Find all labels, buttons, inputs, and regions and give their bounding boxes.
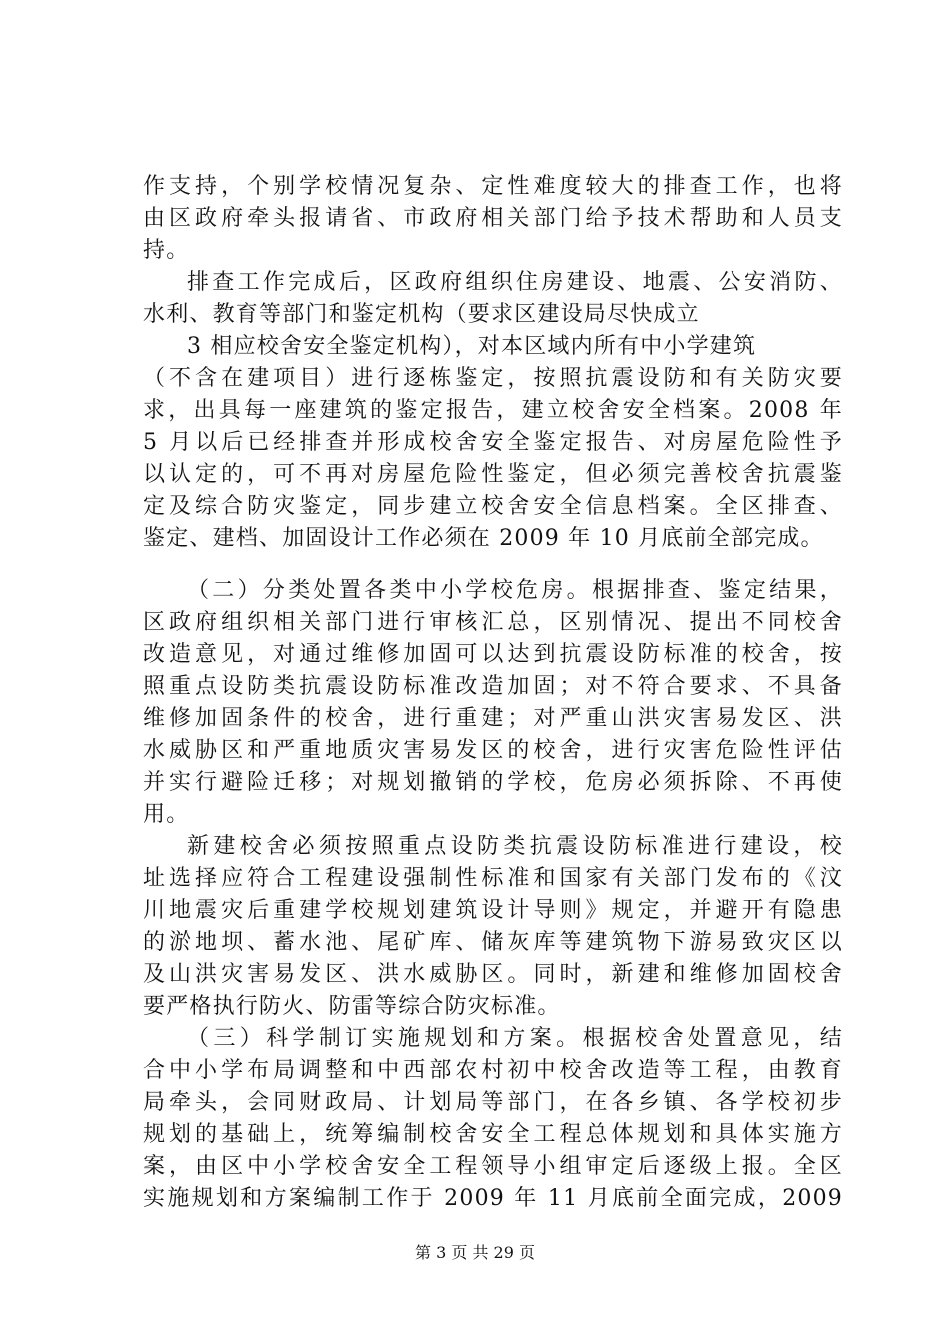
text-line: 川地震灾后重建学校规划建筑设计导则》规定，并避开有隐患 bbox=[143, 898, 843, 923]
text-line: 局牵头，会同财政局、计划局等部门，在各乡镇、各学校初步 bbox=[143, 1090, 843, 1115]
text-line: 由区政府牵头报请省、市政府相关部门给予技术帮助和人员支 bbox=[143, 206, 843, 231]
paragraph bbox=[143, 171, 843, 267]
text-line: 的淤地坝、蓄水池、尾矿库、储灰库等建筑物下游易致灾区以 bbox=[143, 930, 843, 955]
text-line: （二）分类处置各类中小学校危房。根据排查、鉴定结果， bbox=[187, 578, 843, 603]
text-line: 改造意见，对通过维修加固可以达到抗震设防标准的校舍，按 bbox=[143, 642, 843, 667]
text-line: 新建校舍必须按照重点设防类抗震设防标准进行建设，校 bbox=[187, 834, 843, 859]
text-line: 案，由区中小学校舍安全工程领导小组审定后逐级上报。全区 bbox=[143, 1154, 843, 1179]
text-line: 作支持，个别学校情况复杂、定性难度较大的排查工作，也将 bbox=[143, 174, 843, 199]
text-line: 用。 bbox=[143, 802, 190, 827]
text-line: 持。 bbox=[143, 238, 190, 263]
text-line: 维修加固条件的校舍，进行重建；对严重山洪灾害易发区、洪 bbox=[143, 706, 843, 731]
text-line: 以认定的，可不再对房屋危险性鉴定，但必须完善校舍抗震鉴 bbox=[143, 462, 843, 487]
text-line: （三）科学制订实施规划和方案。根据校舍处置意见，结 bbox=[187, 1026, 843, 1051]
text-line: 实施规划和方案编制工作于 2009 年 11 月底前全面完成，2009 bbox=[143, 1186, 843, 1211]
page-number-footer: 第 3 页 共 29 页 bbox=[415, 1243, 535, 1262]
text-line: 定及综合防灾鉴定，同步建立校舍安全信息档案。全区排查、 bbox=[143, 494, 843, 519]
text-line: 鉴定、建档、加固设计工作必须在 2009 年 10 月底前全部完成。 bbox=[143, 526, 824, 551]
text-line: 合中小学布局调整和中西部农村初中校舍改造等工程，由教育 bbox=[143, 1058, 843, 1083]
text-line: 并实行避险迁移；对规划撤销的学校，危房必须拆除、不再使 bbox=[143, 770, 843, 795]
text-line: 规划的基础上，统筹编制校舍安全工程总体规划和具体实施方 bbox=[143, 1122, 843, 1147]
text-line: 5 月以后已经排查并形成校舍安全鉴定报告、对房屋危险性予 bbox=[143, 430, 843, 455]
text-line: 排查工作完成后，区政府组织住房建设、地震、公安消防、 bbox=[187, 270, 843, 295]
text-line: 3 相应校舍安全鉴定机构），对本区域内所有中小学建筑 bbox=[187, 334, 757, 359]
text-line: 求，出具每一座建筑的鉴定报告，建立校舍安全档案。2008 年 bbox=[143, 398, 843, 423]
text-line: 照重点设防类抗震设防标准改造加固；对不符合要求、不具备 bbox=[143, 674, 843, 699]
text-line: 及山洪灾害易发区、洪水威胁区。同时，新建和维修加固校舍 bbox=[143, 962, 843, 987]
text-line: 址选择应符合工程建设强制性标准和国家有关部门发布的《汶 bbox=[143, 866, 843, 891]
text-line: 要严格执行防火、防雷等综合防灾标准。 bbox=[143, 994, 561, 1019]
paragraph bbox=[143, 1023, 843, 1215]
text-line: 水利、教育等部门和鉴定机构（要求区建设局尽快成立 bbox=[143, 302, 700, 327]
paragraph bbox=[143, 575, 843, 831]
document-body bbox=[143, 171, 843, 1215]
paragraph-gap bbox=[143, 555, 843, 575]
text-line: 水威胁区和严重地质灾害易发区的校舍，进行灾害危险性评估 bbox=[143, 738, 843, 763]
text-line: （不含在建项目）进行逐栋鉴定，按照抗震设防和有关防灾要 bbox=[143, 366, 843, 391]
text-line: 区政府组织相关部门进行审核汇总，区别情况、提出不同校舍 bbox=[143, 610, 843, 635]
paragraph bbox=[143, 331, 843, 555]
paragraph bbox=[143, 267, 843, 331]
paragraph bbox=[143, 831, 843, 1023]
